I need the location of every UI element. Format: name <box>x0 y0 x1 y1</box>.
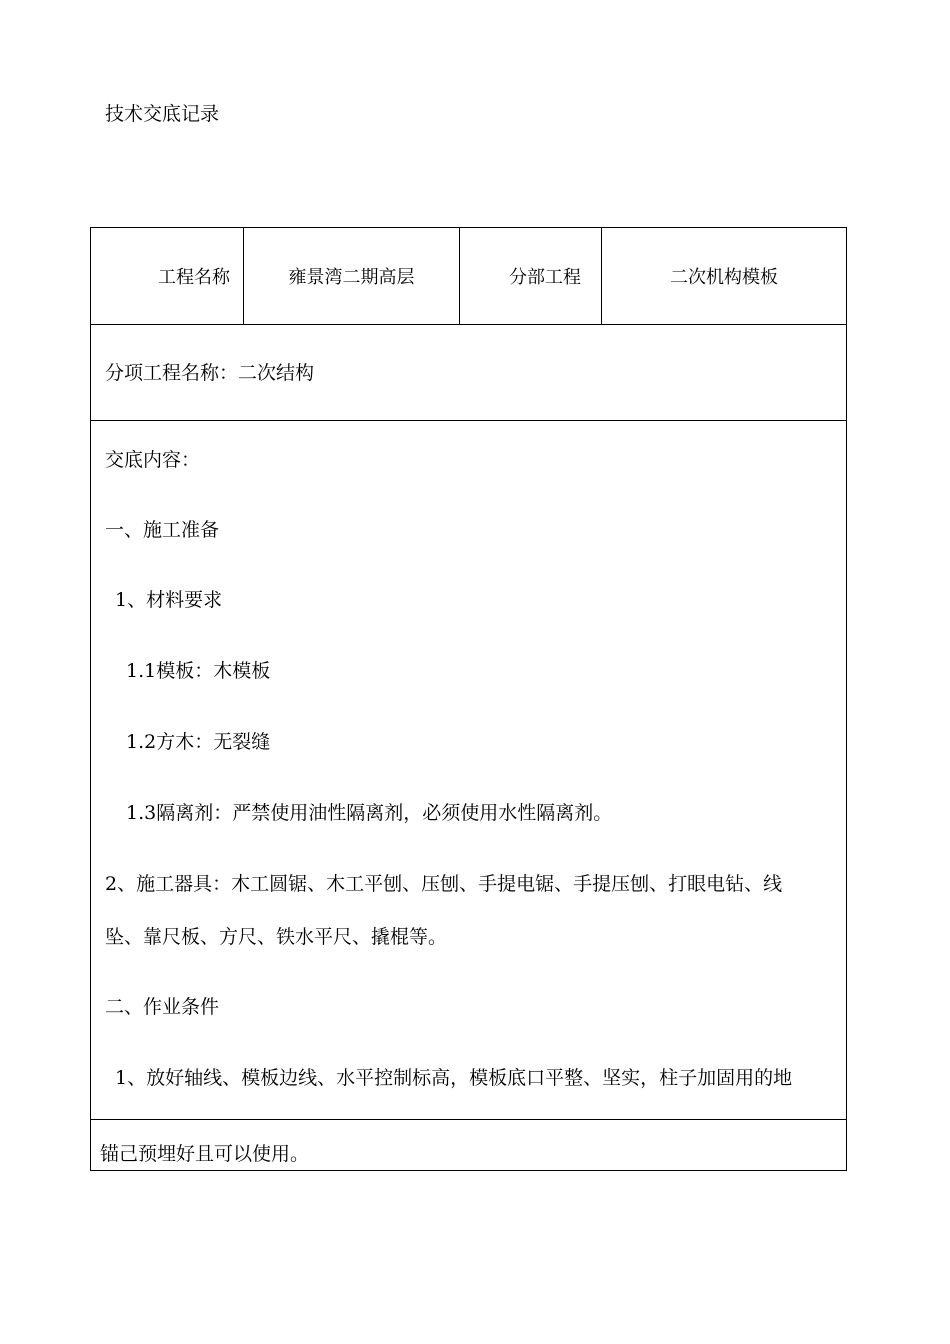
continuation-row <box>90 1119 847 1171</box>
continuation-text: 锚己预埋好且可以使用。 <box>100 1143 310 1165</box>
item-2-line-2: 坠、靠尺板、方尺、铁水平尺、撬棍等。 <box>105 926 448 948</box>
section-2-title: 二、作业条件 <box>105 996 220 1018</box>
content-heading: 交底内容： <box>105 449 201 471</box>
item-1-title: 1、材料要求 <box>115 589 223 611</box>
item-1-2: 1.2方木：无裂缝 <box>126 731 271 753</box>
header-table <box>90 227 847 325</box>
content-box <box>90 420 847 1120</box>
condition-1-line-1: 1、放好轴线、模板边线、水平控制标高，模板底口平整、坚实，柱子加固用的地 <box>115 1067 793 1089</box>
subitem-name: 分项工程名称：二次结构 <box>105 362 315 384</box>
division-label: 分部工程 <box>509 267 581 288</box>
item-1-1: 1.1模板：木模板 <box>126 660 271 682</box>
division-value: 二次机构模板 <box>670 267 778 288</box>
subitem-row <box>90 324 847 421</box>
project-name-label: 工程名称 <box>158 267 230 288</box>
project-name-value: 雍景湾二期高层 <box>288 267 415 288</box>
item-2-line-1: 2、施工器具：木工圆锯、木工平刨、压刨、手提电锯、手提压刨、打眼电钻、线 <box>105 873 783 895</box>
section-1-title: 一、施工准备 <box>105 519 220 541</box>
document-title: 技术交底记录 <box>105 103 220 125</box>
item-1-3: 1.3隔离剂：严禁使用油性隔离剂，必须使用水性隔离剂。 <box>126 802 613 824</box>
